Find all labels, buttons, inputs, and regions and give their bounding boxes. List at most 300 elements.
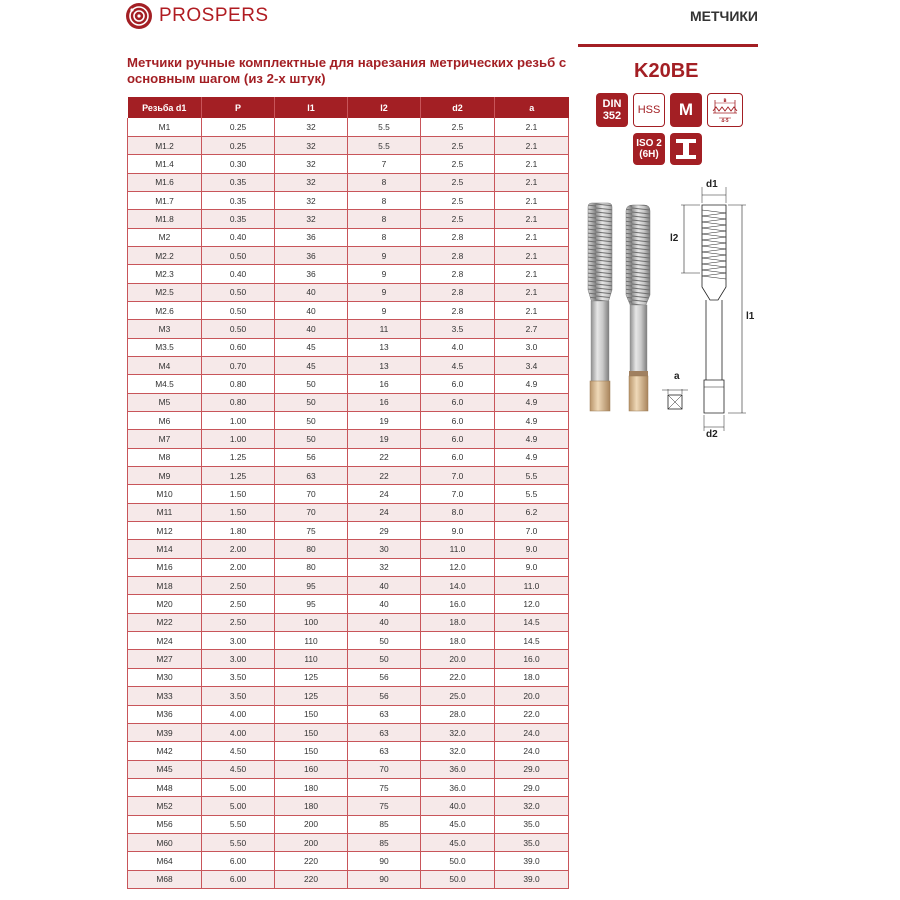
- table-cell: 29.0: [495, 778, 569, 796]
- table-cell: 0.35: [202, 173, 275, 191]
- table-cell: M45: [128, 760, 202, 778]
- table-cell: 3.50: [202, 687, 275, 705]
- brand-logo-icon: [125, 2, 153, 30]
- table-cell: 9.0: [421, 522, 495, 540]
- table-cell: M52: [128, 797, 202, 815]
- table-cell: 2.8: [421, 301, 495, 319]
- table-cell: 56: [348, 687, 421, 705]
- table-cell: 22: [348, 448, 421, 466]
- table-cell: 0.25: [202, 136, 275, 154]
- table-cell: 12.0: [421, 558, 495, 576]
- table-cell: 2.8: [421, 246, 495, 264]
- table-cell: M22: [128, 613, 202, 631]
- table-cell: 70: [348, 760, 421, 778]
- table-cell: 3.0: [495, 338, 569, 356]
- table-cell: 4.00: [202, 723, 275, 741]
- table-cell: 13: [348, 338, 421, 356]
- svg-text:B: B: [723, 98, 727, 103]
- table-cell: 20.0: [495, 687, 569, 705]
- table-cell: 24: [348, 503, 421, 521]
- table-cell: 24.0: [495, 742, 569, 760]
- table-cell: 2.50: [202, 577, 275, 595]
- table-cell: 50: [348, 650, 421, 668]
- table-cell: 32.0: [421, 723, 495, 741]
- table-cell: 2.8: [421, 283, 495, 301]
- table-cell: 0.25: [202, 118, 275, 136]
- table-cell: 16.0: [495, 650, 569, 668]
- table-cell: 2.1: [495, 301, 569, 319]
- table-row: [128, 118, 569, 136]
- table-row: [128, 797, 569, 815]
- table-cell: 18.0: [421, 632, 495, 650]
- table-cell: 2.50: [202, 613, 275, 631]
- table-cell: 32: [275, 155, 348, 173]
- table-row: [128, 412, 569, 430]
- table-cell: 90: [348, 870, 421, 888]
- din-badge-line1: DIN: [602, 98, 622, 110]
- table-cell: 29: [348, 522, 421, 540]
- table-cell: 0.30: [202, 155, 275, 173]
- table-cell: 63: [275, 467, 348, 485]
- table-cell: 2.8: [421, 265, 495, 283]
- page-title: Метчики ручные комплектные для нарезания метрических резьб с основным шагом (из 2-х штук): [127, 55, 567, 86]
- table-cell: 5.00: [202, 778, 275, 796]
- table-cell: 36: [275, 228, 348, 246]
- table-cell: M48: [128, 778, 202, 796]
- table-cell: M10: [128, 485, 202, 503]
- table-cell: 6.0: [421, 448, 495, 466]
- table-cell: M5: [128, 393, 202, 411]
- table-row: [128, 558, 569, 576]
- table-cell: 1.80: [202, 522, 275, 540]
- table-cell: 16: [348, 375, 421, 393]
- table-cell: 32: [275, 118, 348, 136]
- table-cell: 50.0: [421, 870, 495, 888]
- table-cell: 3.5: [421, 320, 495, 338]
- table-cell: 80: [275, 558, 348, 576]
- table-cell: 5.5: [495, 467, 569, 485]
- table-cell: 9.0: [495, 558, 569, 576]
- table-cell: 3.00: [202, 632, 275, 650]
- table-cell: 14.5: [495, 613, 569, 631]
- table-cell: M14: [128, 540, 202, 558]
- table-cell: 50: [275, 412, 348, 430]
- table-cell: 125: [275, 687, 348, 705]
- table-cell: 80: [275, 540, 348, 558]
- table-cell: 3.4: [495, 356, 569, 374]
- table-row: [128, 833, 569, 851]
- table-cell: 9: [348, 265, 421, 283]
- table-cell: 2.1: [495, 173, 569, 191]
- table-row: [128, 503, 569, 521]
- table-cell: 2.50: [202, 595, 275, 613]
- table-cell: 19: [348, 430, 421, 448]
- tap-line-drawing: [662, 187, 746, 431]
- table-cell: 36: [275, 246, 348, 264]
- table-row: [128, 430, 569, 448]
- table-cell: M1.4: [128, 155, 202, 173]
- shank-badge: [670, 133, 702, 165]
- table-cell: 32: [348, 558, 421, 576]
- table-row: [128, 210, 569, 228]
- din-badge: [596, 93, 628, 127]
- table-cell: 56: [348, 668, 421, 686]
- table-cell: 12.0: [495, 595, 569, 613]
- table-cell: 0.50: [202, 283, 275, 301]
- table-cell: 7.0: [495, 522, 569, 540]
- table-cell: 20.0: [421, 650, 495, 668]
- table-cell: M30: [128, 668, 202, 686]
- table-cell: 0.50: [202, 246, 275, 264]
- table-cell: 220: [275, 852, 348, 870]
- table-cell: M3: [128, 320, 202, 338]
- table-row: [128, 870, 569, 888]
- table-row: [128, 283, 569, 301]
- table-cell: 36.0: [421, 778, 495, 796]
- table-row: [128, 595, 569, 613]
- table-row: [128, 393, 569, 411]
- table-cell: 95: [275, 577, 348, 595]
- table-cell: 75: [275, 522, 348, 540]
- dim-d2-label: d2: [706, 429, 718, 440]
- table-cell: 63: [348, 705, 421, 723]
- table-cell: 1.25: [202, 467, 275, 485]
- table-row: [128, 540, 569, 558]
- table-cell: 200: [275, 833, 348, 851]
- table-cell: 180: [275, 778, 348, 796]
- table-cell: 18.0: [495, 668, 569, 686]
- column-header: l1: [275, 97, 348, 118]
- table-cell: 0.40: [202, 265, 275, 283]
- column-header: a: [495, 97, 569, 118]
- table-cell: 160: [275, 760, 348, 778]
- table-row: [128, 448, 569, 466]
- table-row: [128, 265, 569, 283]
- metric-badge: M: [670, 93, 702, 127]
- table-cell: 220: [275, 870, 348, 888]
- section-title: МЕТЧИКИ: [689, 8, 758, 24]
- table-row: [128, 815, 569, 833]
- dim-l1-label: l1: [746, 311, 755, 322]
- table-cell: 4.9: [495, 430, 569, 448]
- table-row: [128, 485, 569, 503]
- table-row: [128, 356, 569, 374]
- table-cell: 25.0: [421, 687, 495, 705]
- table-cell: 6.00: [202, 852, 275, 870]
- table-row: [128, 723, 569, 741]
- table-cell: M4: [128, 356, 202, 374]
- table-cell: M36: [128, 705, 202, 723]
- table-cell: 2.8: [421, 228, 495, 246]
- table-cell: 7.0: [421, 485, 495, 503]
- table-cell: M42: [128, 742, 202, 760]
- table-cell: M33: [128, 687, 202, 705]
- table-cell: 0.60: [202, 338, 275, 356]
- table-cell: M3.5: [128, 338, 202, 356]
- spec-table: [127, 97, 569, 889]
- table-cell: 40: [348, 595, 421, 613]
- table-cell: 40: [275, 320, 348, 338]
- table-cell: 45.0: [421, 815, 495, 833]
- table-cell: 50: [275, 393, 348, 411]
- square-shank-icon: [673, 136, 699, 162]
- table-cell: M1.2: [128, 136, 202, 154]
- thread-badge: [707, 93, 743, 127]
- table-cell: 35.0: [495, 815, 569, 833]
- iso-badge: [633, 133, 665, 165]
- dim-l2-label: l2: [670, 233, 679, 244]
- table-cell: M60: [128, 833, 202, 851]
- product-code: K20BE: [634, 60, 699, 82]
- tap-photo-2: [626, 205, 650, 411]
- table-cell: 75: [348, 778, 421, 796]
- table-cell: M11: [128, 503, 202, 521]
- table-cell: 50.0: [421, 852, 495, 870]
- table-cell: 9: [348, 301, 421, 319]
- table-cell: 8: [348, 191, 421, 209]
- table-cell: 22: [348, 467, 421, 485]
- table-row: [128, 467, 569, 485]
- table-cell: 75: [348, 797, 421, 815]
- table-cell: 9: [348, 246, 421, 264]
- thread-profile-icon: [709, 95, 741, 125]
- table-cell: 14.0: [421, 577, 495, 595]
- table-cell: 125: [275, 668, 348, 686]
- table-cell: 45.0: [421, 833, 495, 851]
- table-cell: 0.40: [202, 228, 275, 246]
- brand-logo: [125, 2, 269, 30]
- table-cell: 24: [348, 485, 421, 503]
- table-cell: 2.1: [495, 246, 569, 264]
- din-badge-line2: 352: [602, 110, 622, 122]
- table-row: [128, 577, 569, 595]
- table-cell: 29.0: [495, 760, 569, 778]
- table-cell: 30: [348, 540, 421, 558]
- table-cell: 70: [275, 503, 348, 521]
- table-header-row: [128, 97, 569, 118]
- table-cell: 39.0: [495, 870, 569, 888]
- table-cell: M18: [128, 577, 202, 595]
- table-row: [128, 668, 569, 686]
- table-cell: 13: [348, 356, 421, 374]
- table-cell: 5.50: [202, 815, 275, 833]
- table-cell: 2.1: [495, 228, 569, 246]
- table-cell: M64: [128, 852, 202, 870]
- table-cell: 11: [348, 320, 421, 338]
- table-cell: 0.35: [202, 210, 275, 228]
- table-cell: 0.50: [202, 320, 275, 338]
- table-cell: 2.5: [421, 210, 495, 228]
- table-cell: 36: [275, 265, 348, 283]
- table-cell: 180: [275, 797, 348, 815]
- table-cell: 2.5: [421, 173, 495, 191]
- table-cell: 56: [275, 448, 348, 466]
- table-cell: 2.1: [495, 265, 569, 283]
- table-cell: M2.2: [128, 246, 202, 264]
- table-cell: M1: [128, 118, 202, 136]
- table-cell: M2.5: [128, 283, 202, 301]
- table-cell: 40: [275, 283, 348, 301]
- table-cell: M6: [128, 412, 202, 430]
- table-row: [128, 191, 569, 209]
- table-cell: M12: [128, 522, 202, 540]
- table-cell: 5.5: [348, 136, 421, 154]
- table-row: [128, 522, 569, 540]
- table-row: [128, 375, 569, 393]
- table-cell: 2.5: [421, 155, 495, 173]
- table-cell: 2.7: [495, 320, 569, 338]
- table-cell: 39.0: [495, 852, 569, 870]
- column-header: l2: [348, 97, 421, 118]
- hss-badge: HSS: [633, 93, 665, 127]
- table-cell: 1.50: [202, 485, 275, 503]
- table-cell: 9: [348, 283, 421, 301]
- table-row: [128, 687, 569, 705]
- table-cell: 24.0: [495, 723, 569, 741]
- table-row: [128, 852, 569, 870]
- iso-badge-line1: ISO 2: [636, 138, 662, 149]
- table-cell: 150: [275, 705, 348, 723]
- table-cell: 2.1: [495, 283, 569, 301]
- table-cell: 14.5: [495, 632, 569, 650]
- table-cell: 32: [275, 173, 348, 191]
- table-cell: 45: [275, 356, 348, 374]
- table-cell: 6.0: [421, 393, 495, 411]
- table-cell: 6.00: [202, 870, 275, 888]
- table-cell: 95: [275, 595, 348, 613]
- table-row: [128, 136, 569, 154]
- table-cell: 1.25: [202, 448, 275, 466]
- dim-a-label: a: [674, 371, 680, 382]
- table-cell: M24: [128, 632, 202, 650]
- table-cell: 8: [348, 173, 421, 191]
- tap-drawing: [578, 175, 758, 445]
- tap-drawing-svg: [578, 175, 758, 445]
- table-cell: 50: [275, 430, 348, 448]
- table-cell: 4.5: [421, 356, 495, 374]
- table-row: [128, 705, 569, 723]
- brand-name: PROSPERS: [159, 5, 269, 26]
- table-cell: 8: [348, 228, 421, 246]
- table-cell: 90: [348, 852, 421, 870]
- table-cell: 19: [348, 412, 421, 430]
- table-cell: 5.00: [202, 797, 275, 815]
- table-cell: M2: [128, 228, 202, 246]
- column-header: Резьба d1: [128, 97, 202, 118]
- table-cell: 6.0: [421, 430, 495, 448]
- table-cell: 16.0: [421, 595, 495, 613]
- table-row: [128, 650, 569, 668]
- table-cell: 1.00: [202, 430, 275, 448]
- table-cell: M9: [128, 467, 202, 485]
- table-cell: 7.0: [421, 467, 495, 485]
- table-row: [128, 301, 569, 319]
- table-cell: 150: [275, 723, 348, 741]
- table-cell: 5.50: [202, 833, 275, 851]
- table-cell: M1.7: [128, 191, 202, 209]
- table-cell: 36.0: [421, 760, 495, 778]
- table-cell: 2.5: [421, 136, 495, 154]
- table-cell: 40.0: [421, 797, 495, 815]
- table-row: [128, 338, 569, 356]
- tap-photo-1: [588, 203, 612, 411]
- table-cell: 22.0: [421, 668, 495, 686]
- table-cell: 4.9: [495, 412, 569, 430]
- table-cell: 16: [348, 393, 421, 411]
- table-cell: 40: [275, 301, 348, 319]
- table-cell: 0.80: [202, 393, 275, 411]
- table-cell: 6.0: [421, 375, 495, 393]
- header-divider: [578, 44, 758, 47]
- table-cell: 2.5: [421, 191, 495, 209]
- table-cell: M27: [128, 650, 202, 668]
- table-cell: 32.0: [421, 742, 495, 760]
- table-cell: 4.50: [202, 742, 275, 760]
- table-cell: 45: [275, 338, 348, 356]
- table-cell: 2.5: [421, 118, 495, 136]
- table-row: [128, 632, 569, 650]
- table-cell: 100: [275, 613, 348, 631]
- table-cell: 6.2: [495, 503, 569, 521]
- table-row: [128, 155, 569, 173]
- table-cell: 5.5: [348, 118, 421, 136]
- table-cell: 4.00: [202, 705, 275, 723]
- table-cell: 2.1: [495, 136, 569, 154]
- table-cell: 4.0: [421, 338, 495, 356]
- table-cell: 1.00: [202, 412, 275, 430]
- table-cell: 50: [275, 375, 348, 393]
- table-cell: 32: [275, 191, 348, 209]
- table-cell: 2.1: [495, 210, 569, 228]
- table-cell: 5.5: [495, 485, 569, 503]
- table-cell: M2.3: [128, 265, 202, 283]
- iso-badge-line2: (6H): [639, 149, 659, 160]
- table-cell: M7: [128, 430, 202, 448]
- table-cell: 32.0: [495, 797, 569, 815]
- table-cell: 2.1: [495, 191, 569, 209]
- table-cell: M4.5: [128, 375, 202, 393]
- table-cell: 63: [348, 723, 421, 741]
- table-cell: 110: [275, 650, 348, 668]
- table-cell: M56: [128, 815, 202, 833]
- table-cell: M2.6: [128, 301, 202, 319]
- table-row: [128, 228, 569, 246]
- table-cell: 9.0: [495, 540, 569, 558]
- table-cell: 200: [275, 815, 348, 833]
- table-cell: 4.9: [495, 448, 569, 466]
- table-cell: 2.00: [202, 540, 275, 558]
- table-cell: 35.0: [495, 833, 569, 851]
- table-cell: 2.1: [495, 118, 569, 136]
- table-cell: M16: [128, 558, 202, 576]
- table-cell: 32: [275, 136, 348, 154]
- table-cell: 0.35: [202, 191, 275, 209]
- table-row: [128, 742, 569, 760]
- table-cell: 11.0: [495, 577, 569, 595]
- table-cell: 70: [275, 485, 348, 503]
- dim-d1-label: d1: [706, 179, 718, 190]
- table-cell: 2.1: [495, 155, 569, 173]
- table-cell: 85: [348, 815, 421, 833]
- table-cell: 32: [275, 210, 348, 228]
- table-cell: 85: [348, 833, 421, 851]
- table-cell: 22.0: [495, 705, 569, 723]
- table-cell: M39: [128, 723, 202, 741]
- table-cell: M1.8: [128, 210, 202, 228]
- table-cell: 3.50: [202, 668, 275, 686]
- table-cell: 1.50: [202, 503, 275, 521]
- table-cell: 50: [348, 632, 421, 650]
